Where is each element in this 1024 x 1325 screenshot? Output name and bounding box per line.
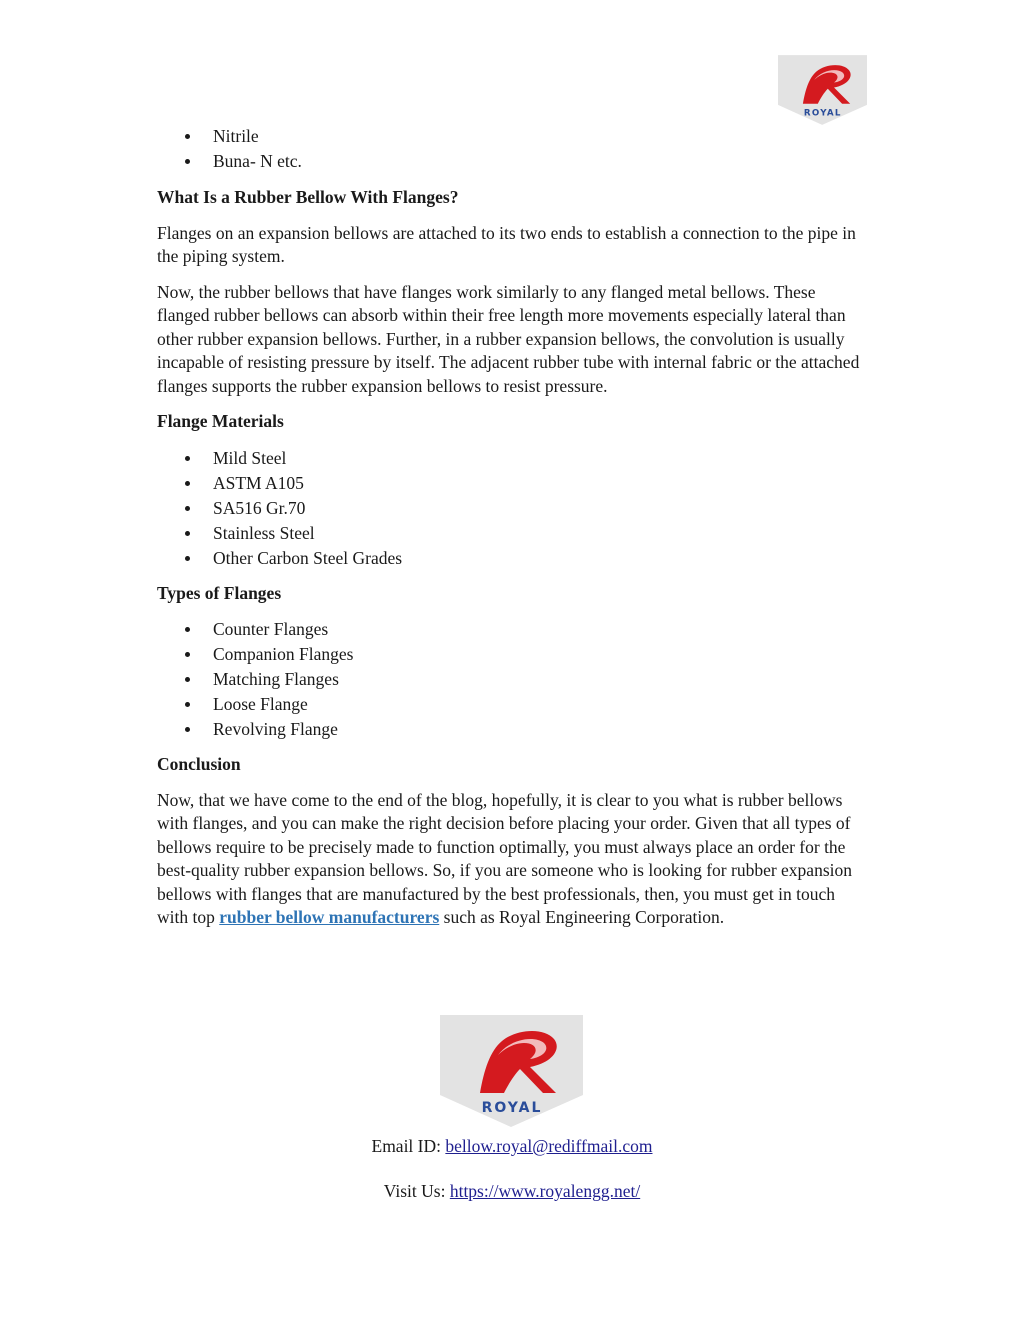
royal-logo-top bbox=[778, 55, 867, 125]
conclusion-text: Now, that we have come to the end of the blog, hopefully, it is clear to you what is rubber bellows with flanges, and you can make the right decision before placing your order. Given that all types of bellows require to be precisely made to function optimally, you must always place an order for the best-quality rubber expansion bellows. So, if you are someone who is looking for rubber expansion bellows with flanges that are manufactured by the best professionals, then, you must get in touch with top bbox=[157, 789, 853, 927]
list-item: Other Carbon Steel Grades bbox=[157, 546, 867, 571]
website-line bbox=[0, 1181, 1024, 1202]
list-item: Counter Flanges bbox=[157, 617, 867, 642]
list-item: Matching Flanges bbox=[157, 667, 867, 692]
paragraph: Flanges on an expansion bellows are attached to its two ends to establish a connection to the pipe in the piping system. bbox=[157, 222, 856, 266]
list-item: Companion Flanges bbox=[157, 642, 867, 667]
email-line bbox=[0, 1136, 1024, 1157]
email-label: Email ID: bbox=[371, 1136, 446, 1156]
list-item: Nitrile bbox=[157, 124, 867, 149]
section-heading: What Is a Rubber Bellow With Flanges? bbox=[157, 187, 459, 207]
conclusion-text-end: such as Royal Engineering Corporation. bbox=[439, 907, 725, 927]
list-item: Buna- N etc. bbox=[157, 149, 867, 174]
website-label: Visit Us: bbox=[383, 1181, 450, 1201]
royal-logo-bottom bbox=[440, 1015, 583, 1127]
manufacturers-link[interactable]: rubber bellow manufacturers bbox=[219, 907, 440, 927]
list-item: ASTM A105 bbox=[157, 471, 867, 496]
paragraph: Now, the rubber bellows that have flanges work similarly to any flanged metal bellows. These flanged rubber bellows can absorb within their free length more movements especially lateral than other rubber expansion bellows. Further, in a rubber expansion bellows, the convolution is usually incapable of resisting pressure by itself. The adjacent rubber tube with internal fabric or the attached flanges supports the rubber expansion bellows to resist pressure. bbox=[157, 281, 860, 396]
svg-text:ROYAL: ROYAL bbox=[481, 1100, 543, 1116]
list-item: Loose Flange bbox=[157, 692, 867, 717]
flange-materials-list bbox=[157, 446, 867, 571]
list-item: Stainless Steel bbox=[157, 521, 867, 546]
list-item: Revolving Flange bbox=[157, 717, 867, 742]
section-heading: Flange Materials bbox=[157, 411, 284, 431]
section-heading: Types of Flanges bbox=[157, 582, 282, 603]
royal-logo-icon bbox=[778, 55, 867, 125]
conclusion-paragraph bbox=[157, 789, 867, 930]
flange-types-list bbox=[157, 617, 867, 742]
svg-text:ROYAL: ROYAL bbox=[803, 108, 842, 119]
email-link[interactable]: bellow.royal@rediffmail.com bbox=[445, 1136, 653, 1156]
list-item: SA516 Gr.70 bbox=[157, 496, 867, 521]
royal-logo-icon bbox=[440, 1015, 583, 1127]
document-body bbox=[157, 124, 867, 930]
website-link[interactable]: https://www.royalengg.net/ bbox=[449, 1181, 641, 1201]
material-list-continued bbox=[157, 124, 867, 174]
section-heading: Conclusion bbox=[157, 754, 241, 774]
list-item: Mild Steel bbox=[157, 446, 867, 471]
